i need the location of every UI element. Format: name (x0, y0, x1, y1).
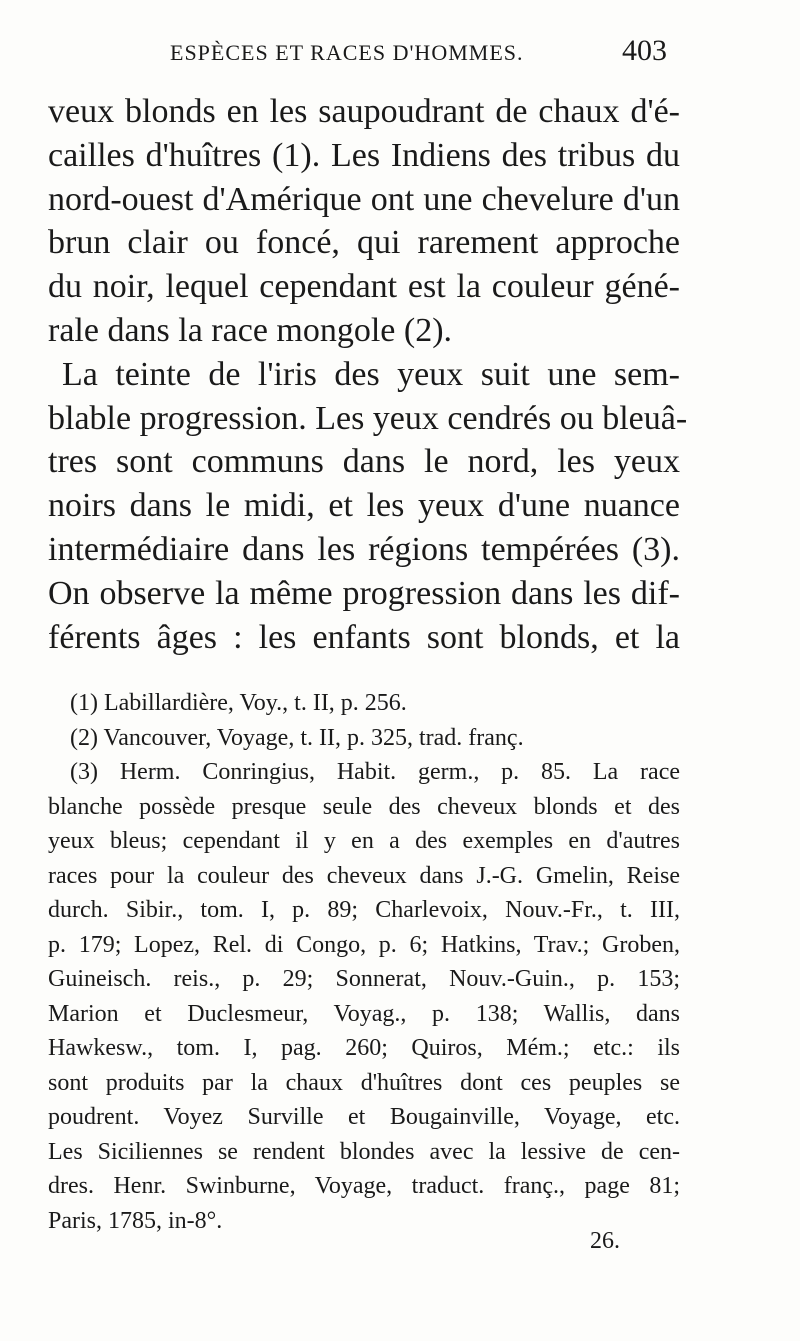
footnote-line: Hawkesw., tom. I, pag. 260; Quiros, Mém.; etc.: ils (48, 1035, 680, 1061)
footnote-line: durch. Sibir., tom. I, p. 89; Charlevoix, Nouv.-Fr., t. III, (48, 897, 680, 923)
body-line: cailles d'huîtres (1). Les Indiens des tribus du (48, 136, 680, 174)
footnote-line: sont produits par la chaux d'huîtres dont ces peuples se (48, 1069, 680, 1096)
footnote-line: Guineisch. reis., p. 29; Sonnerat, Nouv.-Guin., p. 153; (48, 966, 680, 992)
footnote-line: races pour la couleur des cheveux dans J.-G. Gmelin, Reise (48, 862, 680, 889)
footnote-line: poudrent. Voyez Surville et Bougainville, Voyage, etc. (48, 1104, 680, 1130)
footnote-line: (3) Herm. Conringius, Habit. germ., p. 85. La race (70, 759, 680, 785)
body-line: On observe la même progression dans les dif- (48, 574, 680, 612)
footnote-line: blanche possède presque seule des cheveux blonds et des (48, 793, 680, 820)
footnote-line: p. 179; Lopez, Rel. di Congo, p. 6; Hatkins, Trav.; Groben, (48, 931, 680, 958)
body-line: intermédiaire dans les régions tempérées (3). (48, 530, 680, 568)
footnote-line: Paris, 1785, in-8°. (48, 1207, 223, 1234)
page-number: 403 (622, 34, 667, 67)
body-line: férents âges : les enfants sont blonds, et la (48, 618, 680, 656)
footnote-line: Marion et Duclesmeur, Voyag., p. 138; Wallis, dans (48, 1000, 680, 1027)
signature-mark: 26. (590, 1228, 620, 1254)
body-line: blable progression. Les yeux cendrés ou bleuâ- (48, 399, 688, 437)
footnote-line: dres. Henr. Swinburne, Voyage, traduct. franç., page 81; (48, 1173, 680, 1199)
footnote-line: yeux bleus; cependant il y en a des exemples en d'autres (48, 828, 680, 854)
footnote-line: Les Siciliennes se rendent blondes avec la lessive de cen- (48, 1138, 680, 1165)
body-line: La teinte de l'iris des yeux suit une sem- (62, 355, 680, 393)
body-line: rale dans la race mongole (2). (48, 311, 453, 349)
body-line: nord-ouest d'Amérique ont une chevelure d'un (48, 180, 680, 218)
footnote-line: (2) Vancouver, Voyage, t. II, p. 325, trad. franç. (70, 724, 524, 751)
body-text (48, 90, 688, 659)
body-line: du noir, lequel cependant est la couleur géné- (48, 268, 680, 306)
body-line: tres sont communs dans le nord, les yeux (48, 443, 680, 481)
body-line: veux blonds en les saupoudrant de chaux d'é- (48, 93, 680, 130)
footnote-line: (1) Labillardière, Voy., t. II, p. 256. (70, 690, 407, 716)
footnotes (48, 686, 680, 1238)
running-head: ESPÈCES ET RACES D'HOMMES. (170, 40, 524, 65)
body-line: brun clair ou foncé, qui rarement approche (48, 224, 680, 262)
body-line: noirs dans le midi, et les yeux d'une nuance (48, 487, 680, 525)
